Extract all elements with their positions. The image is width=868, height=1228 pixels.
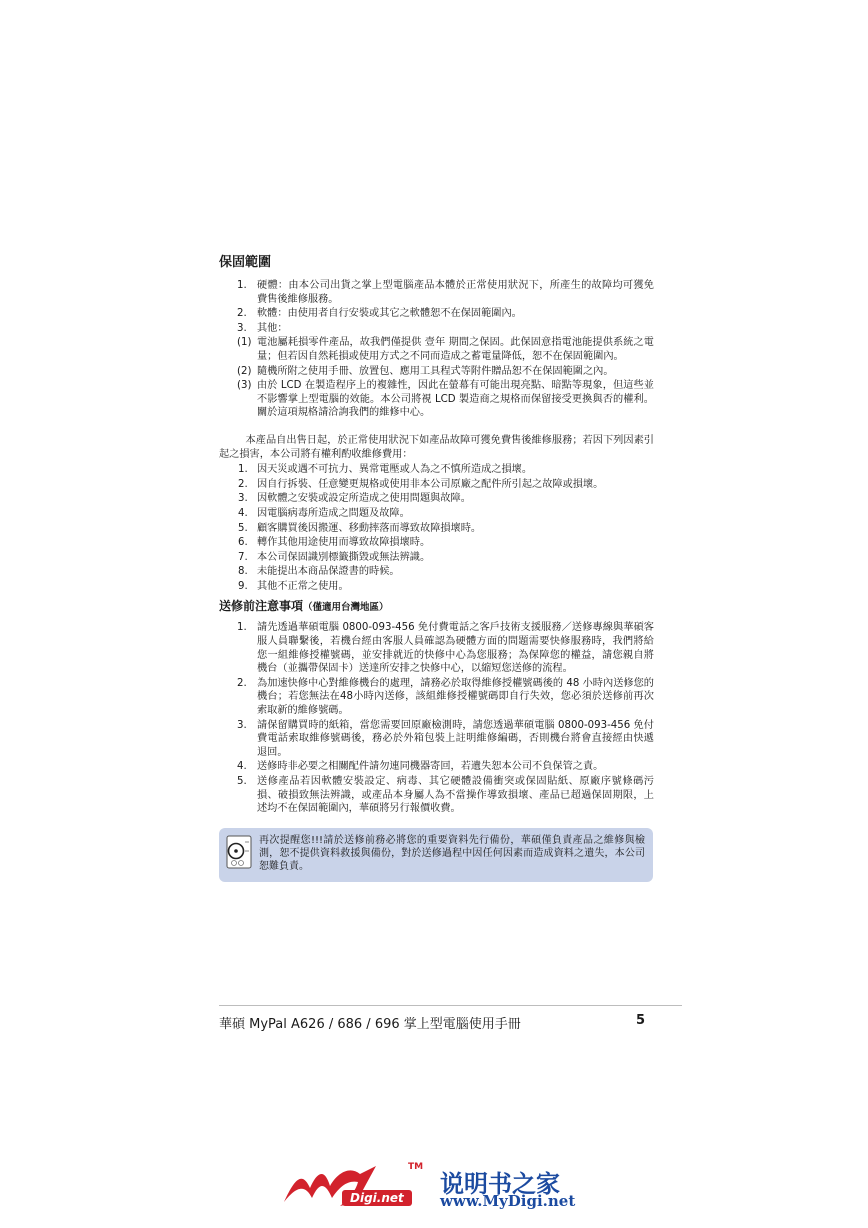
exclusion-item: [219, 565, 654, 579]
repair-item-number: 1.: [237, 622, 247, 634]
warranty-item-text: 隨機所附之使用手冊、放置包、應用工具程式等附件贈品恕不在保固範圍之內。: [257, 365, 614, 377]
exclusion-item-number: 2.: [238, 478, 248, 490]
exclusion-item: [219, 551, 654, 565]
exclusion-item-number: 3.: [238, 493, 248, 505]
repair-item-text: 請先透過華碩電腦 0800-093-456 免付費電話之客戶技術支援服務／送修專線與華碩客服人員聯繫後，若機台經由客服人員確認為硬體方面的問題需要快修服務時，我們將給您一組維修授權號碼，並安排就近的快修中心為您服務；為保障您的權益，請您親自將機台（並攜帶保固卡）送達所安排之快修中心，以縮短您送修的流程。: [257, 622, 654, 675]
exclusion-item: [219, 463, 654, 477]
repair-item: [219, 760, 654, 774]
repair-item-text: 為加速快修中心對維修機台的處理，請務必於取得維修授權號碼後的 48 小時內送修您的機台；若您無法在48小時內送修，該組維修授權號碼即自行失效，您必須於送修前再次索取新的維修號碼。: [257, 677, 654, 717]
exclusion-item-text: 因電腦病毒所造成之問題及故障。: [257, 507, 410, 519]
warranty-item-text: 電池屬耗損零件產品，故我們僅提供 壹年 期間之保固。此保固意指電池能提供系統之電量；但若因自然耗損或使用方式之不同而造成之蓄電量降低，恕不在保固範圍內。: [257, 337, 654, 362]
exclusion-item-text: 因軟體之安裝或設定所造成之使用問題與故障。: [257, 493, 471, 505]
logo-chinese-name: 说明书之家: [440, 1169, 560, 1198]
exclusion-item: [219, 536, 654, 550]
repair-item-text: 請保留購買時的紙箱，當您需要回原廠檢測時，請您透過華碩電腦 0800-093-456 免付費電話索取維修號碼後，務必於外箱包裝上註明維修編碼，否則機台將會直接經由快遞退回。: [257, 719, 654, 758]
repair-item: [219, 621, 654, 675]
exclusion-item-number: 7.: [238, 551, 248, 563]
exclusion-item-number: 6.: [238, 537, 248, 549]
repair-item: [219, 775, 654, 816]
repair-item: [219, 677, 654, 718]
warranty-item-number: 2.: [237, 308, 247, 320]
warranty-item-number: (1): [237, 337, 252, 349]
exclusion-item: [219, 492, 654, 506]
repair-item-text: 送修時非必要之相關配件請勿連同機器寄回，若遺失恕本公司不負保管之責。: [257, 761, 604, 773]
exclusion-item-text: 轉作其他用途使用而導致故障損壞時。: [257, 537, 431, 549]
exclusion-item: [219, 478, 654, 492]
exclusion-item-text: 顧客購買後因搬運、移動摔落而導致故障損壞時。: [257, 522, 482, 534]
exclusion-item: [219, 507, 654, 521]
warranty-list: [219, 279, 654, 420]
exclusion-item-text: 因自行拆裝、任意變更規格或使用非本公司原廠之配件所引起之故障或損壞。: [257, 478, 604, 490]
warranty-note: 本產品自出售日起，於正常使用狀況下如產品故障可獲免費售後維修服務；若因下列因素引起之損害，本公司將有權利酌收維修費用：: [219, 434, 654, 460]
warranty-item-number: 3.: [237, 322, 247, 334]
exclusion-item-number: 4.: [238, 507, 248, 519]
warranty-item-number: 1.: [237, 280, 247, 291]
exclusion-item: [219, 580, 654, 594]
footer-title: 華碩 MyPal A626 / 686 / 696 掌上型電腦使用手冊: [219, 1017, 521, 1032]
repair-item-number: 3.: [237, 719, 247, 731]
repair-item: [219, 719, 654, 760]
exclusion-item: [219, 522, 654, 536]
exclusion-item-number: 8.: [238, 566, 248, 578]
warranty-item-number: (3): [237, 380, 252, 392]
repair-subtitle: （僅適用台灣地區）: [303, 602, 389, 614]
exclusion-item-number: 5.: [238, 522, 248, 534]
repair-item-text: 送修產品若因軟體安裝設定、病毒、其它硬體設備衝突或保固貼紙、原廠序號條碼污損、破損致無法辨識，或產品本身屬人為不當操作導致損壞、產品已超過保固期限，上述均不在保固範圍內，華碩將另行報價收費。: [257, 776, 654, 815]
trademark-mark: TM: [408, 1162, 424, 1172]
warranty-item-text: 其他：: [257, 322, 288, 334]
warranty-item-text: 軟體：由使用者自行安裝或其它之軟體恕不在保固範圍內。: [257, 308, 522, 320]
exclusion-item-text: 其他不正常之使用。: [257, 580, 349, 592]
repair-heading: [219, 599, 654, 615]
exclusion-item-text: 本公司保固識別標籤撕毀或無法辨識。: [257, 551, 431, 563]
warranty-item: [219, 336, 654, 363]
exclusion-item-text: 因天災或遇不可抗力、異常電壓或人為之不慎所造成之損壞。: [257, 464, 533, 476]
warranty-item: [219, 279, 654, 306]
warranty-item-text: 硬體：由本公司出貨之掌上型電腦產品本體於正常使用狀況下，所產生的故障均可獲免費售後維修服務。: [257, 280, 654, 305]
warranty-item-text: 由於 LCD 在製造程序上的複雜性，因此在螢幕有可能出現亮點、暗點等現象，但這些並不影響掌上型電腦的效能。本公司將視 LCD 製造商之規格而保留接受更換與否的權利。關於這項規格請洽詢我們的維修中心。: [257, 380, 654, 419]
mydigi-logo: [280, 1160, 600, 1212]
warranty-heading: 保固範圍: [219, 255, 272, 270]
exclusion-list: [219, 463, 654, 593]
exclusion-item-number: 9.: [238, 580, 248, 592]
warranty-item: [219, 379, 654, 420]
page-number: 5: [636, 1013, 646, 1028]
repair-list: [219, 621, 654, 815]
digi-net-badge: [342, 1190, 412, 1206]
exclusion-item-text: 未能提出本商品保證書的時候。: [257, 566, 400, 578]
exclusion-item-number: 1.: [238, 464, 248, 476]
repair-item-number: 5.: [237, 776, 247, 787]
warranty-item: [219, 322, 654, 336]
footer-divider: [219, 1005, 682, 1006]
reminder-box: [219, 828, 653, 882]
warranty-item: [219, 307, 654, 321]
warranty-item: [219, 365, 654, 379]
repair-item-number: 2.: [237, 677, 247, 689]
page-content: [219, 255, 654, 882]
logo-url: www.MyDigi.net: [440, 1192, 576, 1210]
repair-item-number: 4.: [237, 761, 247, 773]
reminder-text: 再次提醒您!!!請於送修前務必將您的重要資料先行備份，華碩僅負責產品之維修與檢測，恕不提供資料救援與備份，對於送修過程中因任何因素而造成資料之遺失，本公司恕難負責。: [259, 834, 645, 873]
repair-title: 送修前注意事項: [219, 599, 304, 614]
digi-net-label: Digi.net: [350, 1191, 404, 1205]
cd-note-icon: [225, 834, 259, 874]
warranty-item-number: (2): [237, 365, 252, 377]
